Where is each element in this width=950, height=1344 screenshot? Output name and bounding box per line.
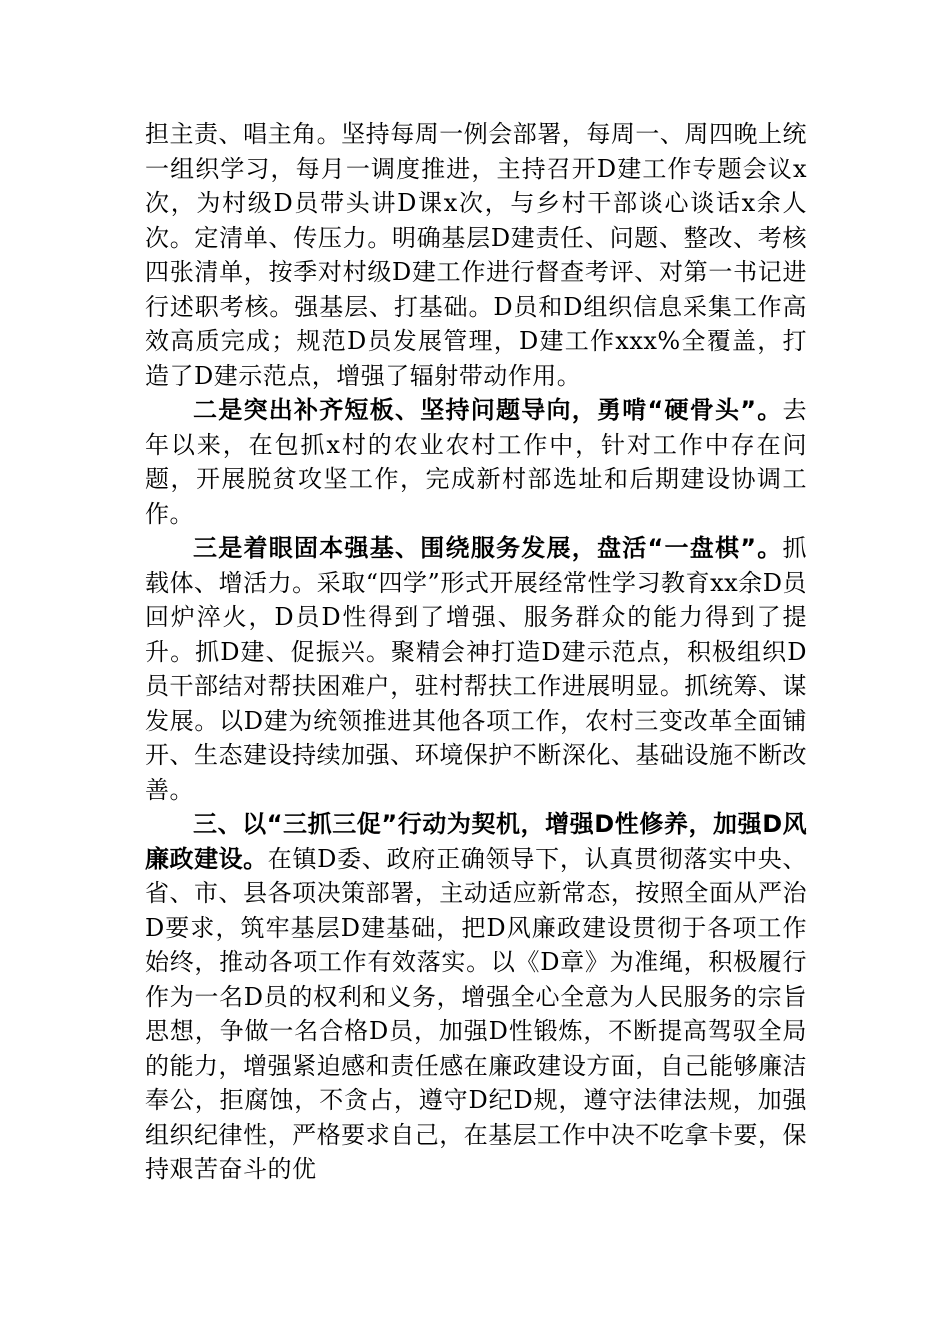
- paragraph-address-shortcomings: [145, 393, 807, 531]
- paragraph-body: 担主责、唱主角。坚持每周一例会部署，每周一、周四晚上统一组织学习，每月一调度推进，主持召开D建工作专题会议x次，为村级D员带头讲D课x次，与乡村干部谈心谈话x余人次。定清单、传压力。明确基层D建责任、问题、整改、考核四张清单，按季对村级D建工作进行督查考评、对第一书记进行述职考核。强基层、打基础。D员和D组织信息采集工作高效高质完成；规范D员发展管理，D建工作xxx%全覆盖，打造了D建示范点，增强了辐射带动作用。: [145, 120, 807, 390]
- paragraph-heading: 三、以“三抓三促”行动为契机，增强D性修养，加强D风廉政建设。: [145, 810, 807, 873]
- paragraph-heading: 二是突出补齐短板、坚持问题导向，勇啃“硬骨头”。: [193, 396, 783, 424]
- paragraph-integrity-building: [145, 807, 807, 1187]
- paragraph-consolidate-foundation: [145, 531, 807, 807]
- paragraph-body: 去年以来，在包抓x村的农业农村工作中，针对工作中存在问题，开展脱贫攻坚工作，完成新村部选址和后期建设协调工作。: [145, 396, 807, 528]
- paragraph-body: 抓载体、增活力。采取“四学”形式开展经常性学习教育xx余D员回炉淬火，D员D性得到了增强、服务群众的能力得到了提升。抓D建、促振兴。聚精会神打造D建示范点，积极组织D员干部结对帮扶困难户，驻村帮扶工作进展明显。抓统筹、谋发展。以D建为统领推进其他各项工作，农村三变改革全面铺开、生态建设持续加强、环境保护不断深化、基础设施不断改善。: [145, 534, 807, 804]
- paragraph-heading: 三是着眼固本强基、围绕服务发展，盘活“一盘棋”。: [193, 534, 783, 562]
- paragraph-party-building-duties: [145, 117, 807, 393]
- paragraph-body: 在镇D委、政府正确领导下，认真贯彻落实中央、省、市、县各项决策部署，主动适应新常态，按照全面从严治D要求，筑牢基层D建基础，把D风廉政建设贯彻于各项工作始终，推动各项工作有效落实。以《D章》为准绳，积极履行作为一名D员的权利和义务，增强全心全意为人民服务的宗旨思想，争做一名合格D员，加强D性锻炼，不断提高驾驭全局的能力，增强紧迫感和责任感在廉政建设方面，自己能够廉洁奉公，拒腐蚀，不贪占，遵守D纪D规，遵守法律法规，加强组织纪律性，严格要求自己，在基层工作中决不吃拿卡要，保持艰苦奋斗的优: [145, 844, 807, 1183]
- document-page: [145, 117, 807, 1187]
